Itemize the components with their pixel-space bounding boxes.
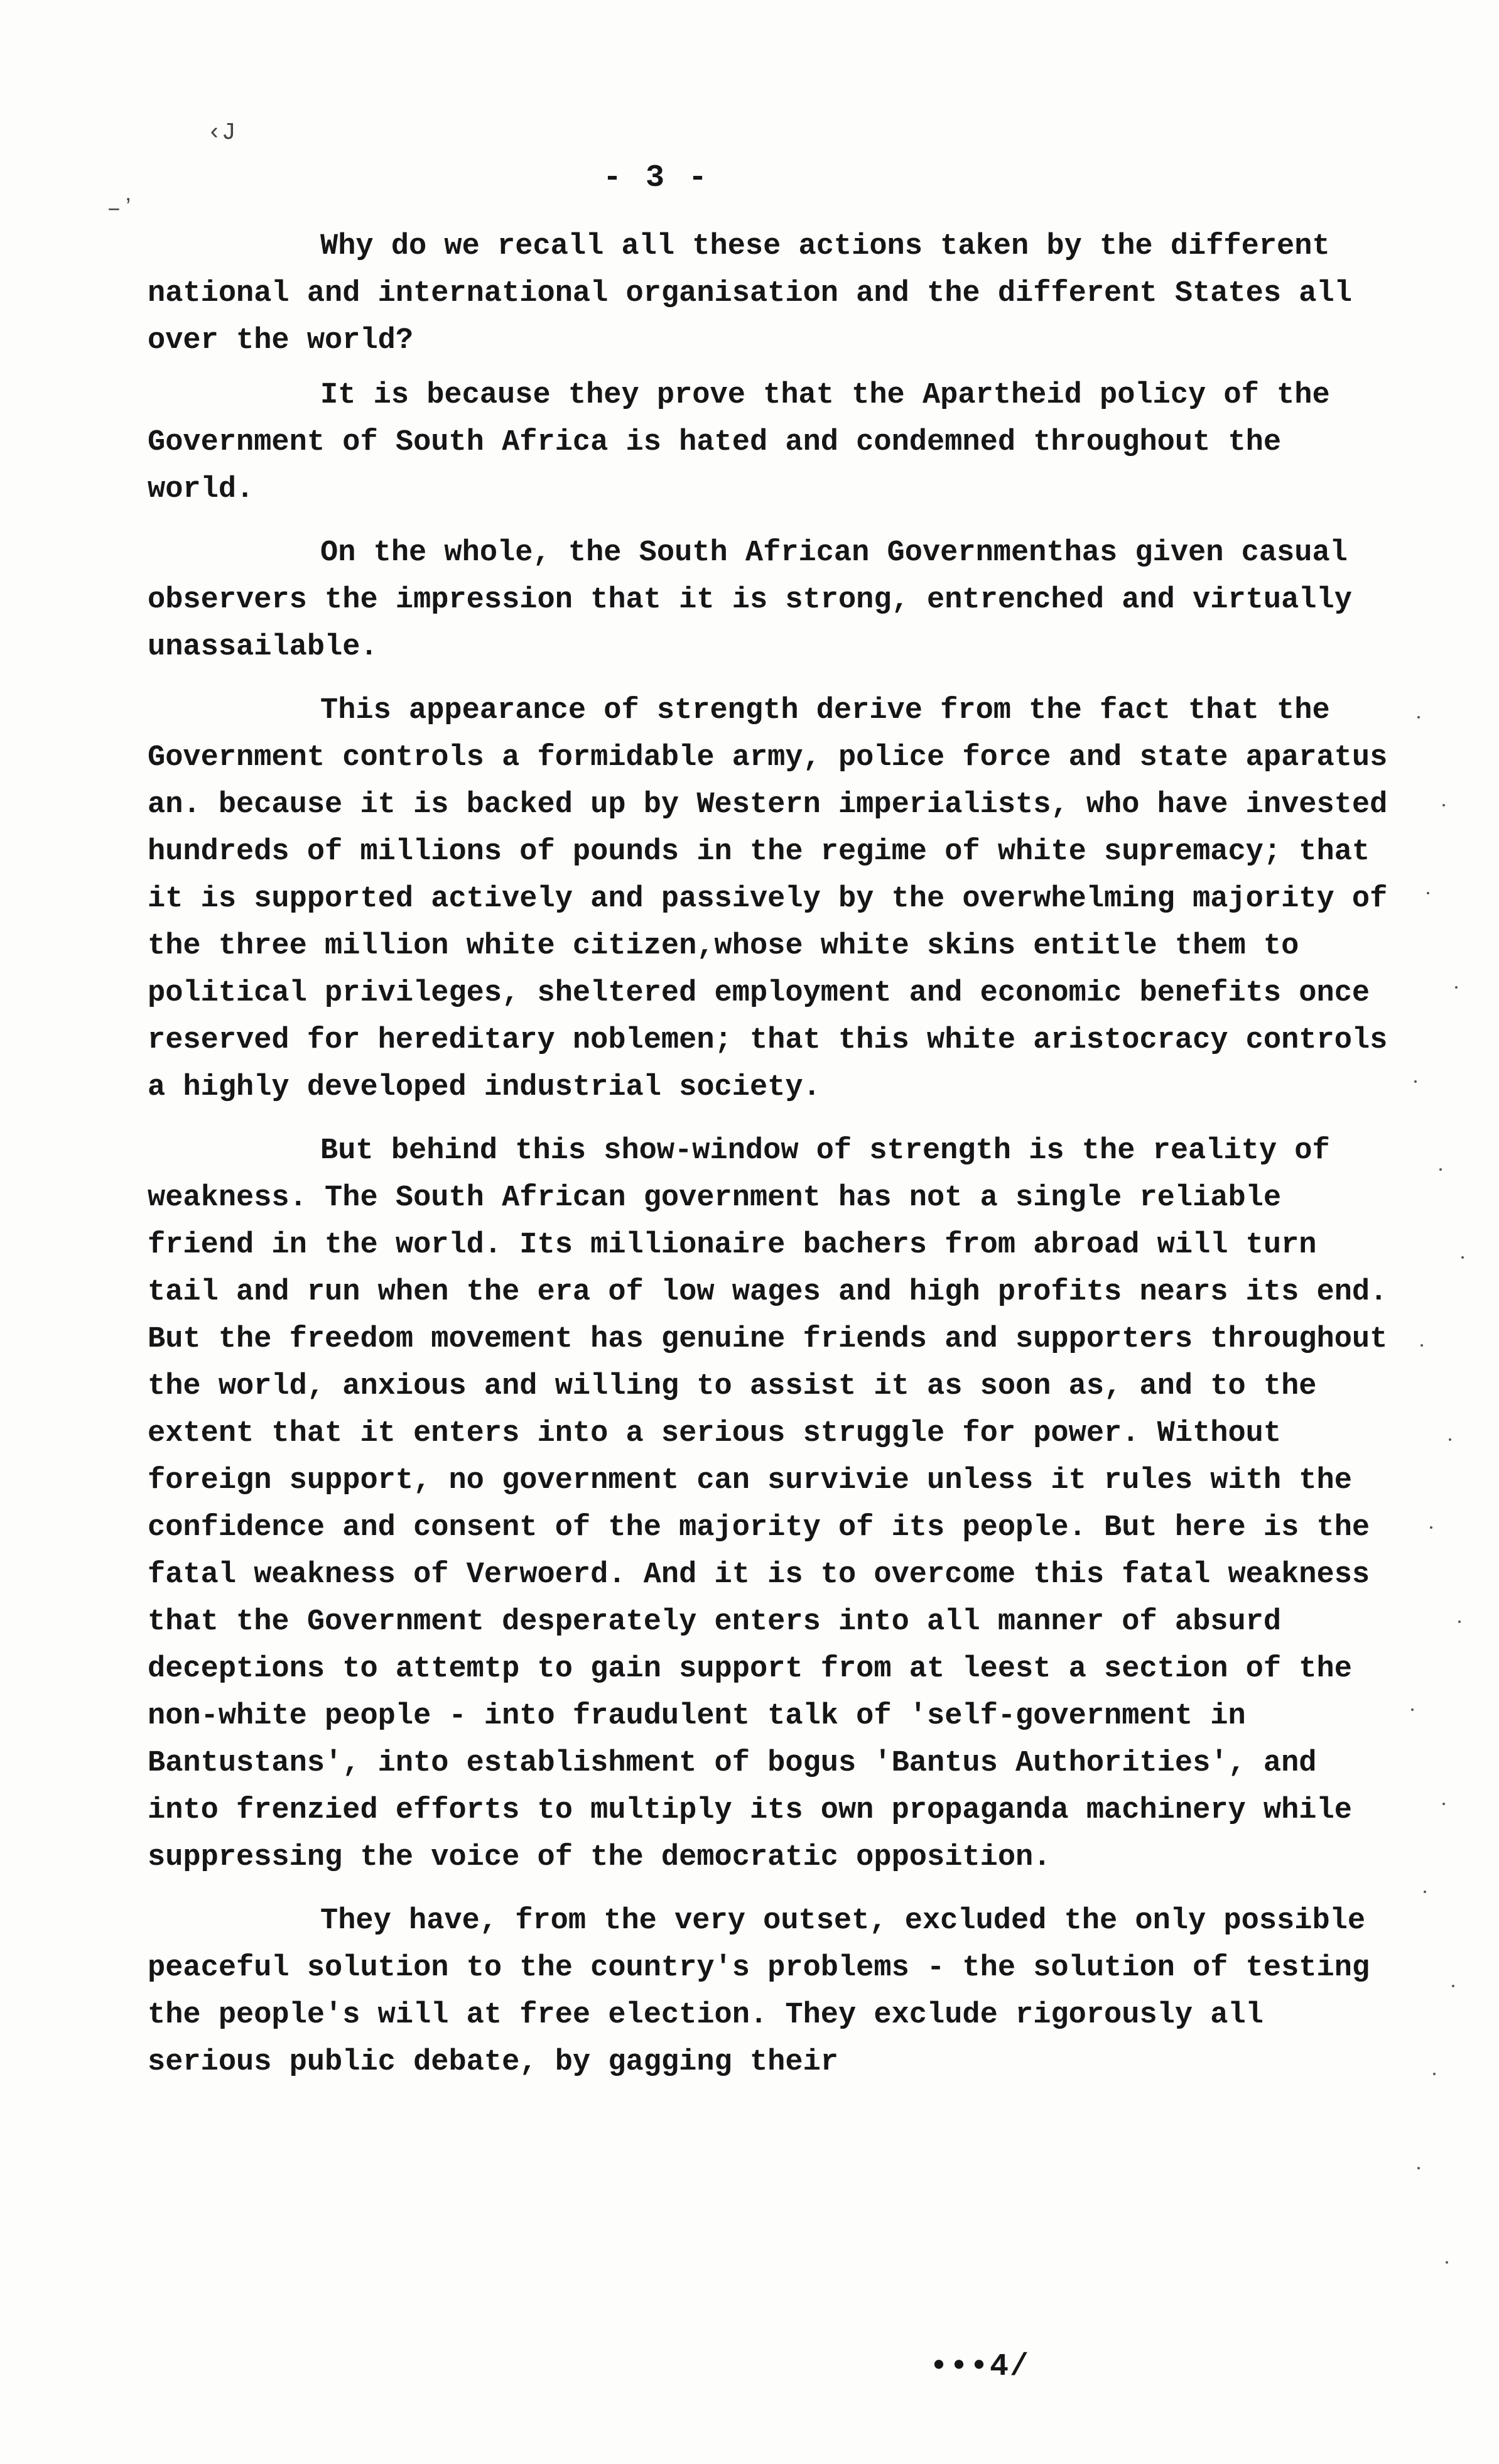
- continuation-marker: •••4/: [929, 2349, 1031, 2385]
- paragraph: They have, from the very outset, excluded the only possible peaceful solution to the country's problems - the solution of testing the people's will at free election. They exclude rigorously all serious public debate, by gagging their: [148, 1904, 1370, 2079]
- paragraph: On the whole, the South African Governmenthas given casual observers the impression that it is strong, entrenched and virtually unassailable.: [148, 536, 1352, 664]
- page-number: - 3 -: [603, 160, 710, 196]
- scan-noise: [1405, 691, 1474, 2387]
- paragraph: But behind this show-window of strength is the reality of weakness. The South African government has not a single reliable friend in the world. Its millionaire bachers from abroad will turn tail and run when the era of low wages and high profits nears its end. But the freedom movement has genuine friends and supporters throughout the world, anxious and willing to assist it as soon as, and to the extent that it enters into a serious struggle for power. Without foreign support, no government can survivie unless it rules with the confidence and consent of the majority of its people. But here is the fatal weakness of Verwoerd. And it is to overcome this fatal weakness that the Government desperately enters into all manner of absurd deceptions to attemtp to gain support from at leest a section of the non-white people - into fraudulent talk of 'self-government in Bantustans', into establishment of bogus 'Bantus Authorities', and into frenzied efforts to multiply its own propaganda machinery while suppressing the voice of the democratic opposition.: [148, 1134, 1388, 1874]
- margin-mark: –ʼ: [107, 196, 136, 223]
- paragraph: It is because they prove that the Apartheid policy of the Government of South Africa is hated and condemned throughout the world.: [148, 379, 1330, 506]
- body-text: [148, 223, 1397, 2102]
- margin-mark: ‹J: [207, 119, 236, 146]
- paragraph: Why do we recall all these actions taken by the different national and international organisation and the different States all over the world?: [148, 230, 1352, 357]
- paragraph: This appearance of strength derive from the fact that the Government controls a formidable army, police force and state aparatus an. because it is backed up by Western imperialists, who have invested hundreds of millions of pounds in the regime of white supremacy; that it is supported actively and passively by the overwhelming majority of the three million white citizen,whose white skins entitle them to political privileges, sheltered employment and economic benefits once reserved for hereditary noblemen; that this white aristocracy controls a highly developed industrial society.: [148, 694, 1388, 1104]
